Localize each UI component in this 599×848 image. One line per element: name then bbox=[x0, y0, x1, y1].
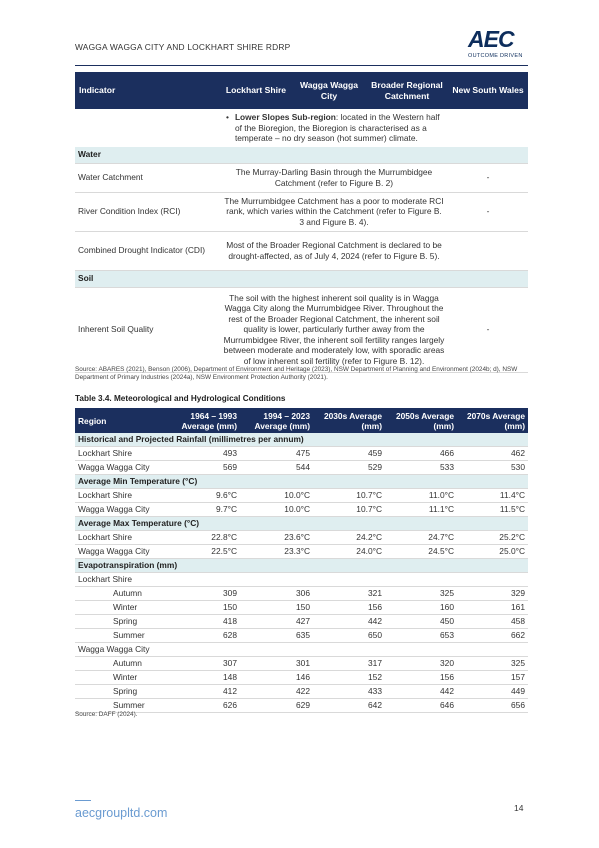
region-cell: Lockhart Shire bbox=[75, 531, 167, 545]
table-row bbox=[75, 109, 528, 147]
section-row-soil bbox=[75, 270, 528, 287]
value-cell: 422 bbox=[240, 685, 313, 699]
value-cell: 412 bbox=[167, 685, 240, 699]
region-cell: Lockhart Shire bbox=[75, 573, 528, 587]
value-cell: 24.0°C bbox=[313, 545, 385, 559]
value-cell: The Murray-Darling Basin through the Murrumbidgee Catchment (refer to Figure B. 2) bbox=[220, 163, 448, 192]
nsw-cell: - bbox=[448, 192, 528, 231]
value-cell: 23.6°C bbox=[240, 531, 313, 545]
season-cell: Spring bbox=[75, 615, 167, 629]
page-number: 14 bbox=[514, 803, 524, 813]
col-header-2070s: 2070s Average (mm) bbox=[457, 408, 528, 433]
value-cell: The Murrumbidgee Catchment has a poor to moderate RCI rank, which varies within the Catchment (refer to Figure B. 3 and Figure B. 4). bbox=[220, 192, 448, 231]
value-cell: 150 bbox=[167, 601, 240, 615]
value-cell: 629 bbox=[240, 699, 313, 713]
indicator-cell: Inherent Soil Quality bbox=[75, 287, 220, 372]
value-cell: 662 bbox=[457, 629, 528, 643]
value-cell: 458 bbox=[457, 615, 528, 629]
nsw-cell: - bbox=[448, 287, 528, 372]
value-cell: 9.6°C bbox=[167, 489, 240, 503]
value-cell: 22.8°C bbox=[167, 531, 240, 545]
season-cell: Autumn bbox=[75, 657, 167, 671]
table2-source-note: Source: DAFF (2024). bbox=[75, 711, 138, 718]
section-title: Historical and Projected Rainfall (millimetres per annum) bbox=[75, 433, 528, 447]
logo-mark: AEC bbox=[468, 26, 514, 52]
section-title: Average Max Temperature (°C) bbox=[75, 517, 528, 531]
table-header-row bbox=[75, 408, 528, 433]
section-row-water bbox=[75, 147, 528, 164]
header-divider bbox=[75, 65, 528, 66]
table-row bbox=[75, 671, 528, 685]
section-row-rainfall bbox=[75, 433, 528, 447]
value-cell: 306 bbox=[240, 587, 313, 601]
value-cell: 433 bbox=[313, 685, 385, 699]
col-header-1994-2023: 1994 – 2023 Average (mm) bbox=[240, 408, 313, 433]
value-cell: 642 bbox=[313, 699, 385, 713]
value-cell: 533 bbox=[385, 461, 457, 475]
value-cell: Most of the Broader Regional Catchment is declared to be drought-affected, as of July 4, 2024 (refer to Figure B. 5). bbox=[220, 231, 448, 270]
bullet-icon: • bbox=[226, 112, 229, 122]
value-cell: 9.7°C bbox=[167, 503, 240, 517]
indicator-cell: Water Catchment bbox=[75, 163, 220, 192]
table-row bbox=[75, 643, 528, 657]
value-cell: 418 bbox=[167, 615, 240, 629]
value-cell: 309 bbox=[167, 587, 240, 601]
bullet-lead: Lower Slopes Sub-region bbox=[234, 112, 336, 122]
value-cell: The soil with the highest inherent soil quality is in Wagga Wagga City along the Murrumbidgee River. Throughout the rest of the Broader Regional Catchment, the inherent soil quality is lower, particularly further away from the Murrumbidgee River, the inherent soil fertility ranges largely between moderate and moderately low, with sporadic areas of low inherent soil fertility (refer to Figure B. 12). bbox=[220, 287, 448, 372]
value-cell: 320 bbox=[385, 657, 457, 671]
value-cell: 427 bbox=[240, 615, 313, 629]
season-cell: Autumn bbox=[75, 587, 167, 601]
value-cell: 10.0°C bbox=[240, 503, 313, 517]
season-cell: Winter bbox=[75, 601, 167, 615]
value-cell: 646 bbox=[385, 699, 457, 713]
table-row bbox=[75, 699, 528, 713]
section-row-min-temp bbox=[75, 475, 528, 489]
section-title: Water bbox=[75, 147, 528, 164]
nsw-cell bbox=[448, 231, 528, 270]
season-cell: Summer bbox=[75, 629, 167, 643]
nsw-cell: - bbox=[448, 163, 528, 192]
value-cell: 628 bbox=[167, 629, 240, 643]
table-row bbox=[75, 601, 528, 615]
col-header-2030s: 2030s Average (mm) bbox=[313, 408, 385, 433]
value-cell: 10.7°C bbox=[313, 489, 385, 503]
indicator-cell: Combined Drought Indicator (CDI) bbox=[75, 231, 220, 270]
value-cell: 156 bbox=[385, 671, 457, 685]
value-cell: 529 bbox=[313, 461, 385, 475]
value-cell: 530 bbox=[457, 461, 528, 475]
value-cell: 449 bbox=[457, 685, 528, 699]
table-row bbox=[75, 231, 528, 270]
table-row bbox=[75, 531, 528, 545]
value-cell: 25.2°C bbox=[457, 531, 528, 545]
table2-caption: Table 3.4. Meteorological and Hydrological Conditions bbox=[75, 394, 286, 403]
value-cell: 23.3°C bbox=[240, 545, 313, 559]
value-cell: 156 bbox=[313, 601, 385, 615]
bullet-text: : located in the Western half of the Bioregion, the Bioregion is characterised as a temperate – no dry season (hot summer) climate. bbox=[234, 112, 440, 143]
value-cell: 544 bbox=[240, 461, 313, 475]
col-header-1964-1993: 1964 – 1993 Average (mm) bbox=[167, 408, 240, 433]
value-cell: 11.5°C bbox=[457, 503, 528, 517]
region-cell: Lockhart Shire bbox=[75, 447, 167, 461]
section-title: Evapotranspiration (mm) bbox=[75, 559, 528, 573]
value-cell: 462 bbox=[457, 447, 528, 461]
value-cell: 24.7°C bbox=[385, 531, 457, 545]
value-cell: 475 bbox=[240, 447, 313, 461]
bioregion-bullet-cell bbox=[220, 109, 448, 147]
value-cell: 160 bbox=[385, 601, 457, 615]
section-title: Soil bbox=[75, 270, 528, 287]
table-row bbox=[75, 287, 528, 372]
table-row bbox=[75, 573, 528, 587]
table-row bbox=[75, 192, 528, 231]
section-title: Average Min Temperature (°C) bbox=[75, 475, 528, 489]
region-cell: Wagga Wagga City bbox=[75, 503, 167, 517]
value-cell: 466 bbox=[385, 447, 457, 461]
col-header-wagga: Wagga Wagga City bbox=[292, 72, 366, 109]
value-cell: 11.1°C bbox=[385, 503, 457, 517]
value-cell: 11.0°C bbox=[385, 489, 457, 503]
value-cell: 150 bbox=[240, 601, 313, 615]
table-row bbox=[75, 163, 528, 192]
value-cell: 10.0°C bbox=[240, 489, 313, 503]
value-cell: 25.0°C bbox=[457, 545, 528, 559]
footer-accent-line bbox=[75, 800, 91, 801]
document-header-title: WAGGA WAGGA CITY AND LOCKHART SHIRE RDRP bbox=[75, 42, 291, 52]
value-cell: 24.5°C bbox=[385, 545, 457, 559]
table-row bbox=[75, 489, 528, 503]
table-row bbox=[75, 545, 528, 559]
value-cell: 317 bbox=[313, 657, 385, 671]
table-row bbox=[75, 657, 528, 671]
table-row bbox=[75, 503, 528, 517]
col-header-indicator: Indicator bbox=[75, 72, 220, 109]
table-row bbox=[75, 587, 528, 601]
value-cell: 450 bbox=[385, 615, 457, 629]
indicator-cell: River Condition Index (RCI) bbox=[75, 192, 220, 231]
table-row bbox=[75, 447, 528, 461]
section-row-evapotranspiration bbox=[75, 559, 528, 573]
value-cell: 301 bbox=[240, 657, 313, 671]
footer-website-link[interactable]: aecgroupltd.com bbox=[75, 806, 168, 820]
value-cell: 653 bbox=[385, 629, 457, 643]
season-cell: Spring bbox=[75, 685, 167, 699]
value-cell: 626 bbox=[167, 699, 240, 713]
value-cell: 493 bbox=[167, 447, 240, 461]
value-cell: 10.7°C bbox=[313, 503, 385, 517]
logo-tagline: OUTCOME DRIVEN bbox=[468, 53, 523, 59]
environment-indicators-table bbox=[75, 72, 528, 373]
value-cell: 656 bbox=[457, 699, 528, 713]
value-cell: 146 bbox=[240, 671, 313, 685]
table-row bbox=[75, 615, 528, 629]
table-row bbox=[75, 629, 528, 643]
value-cell: 325 bbox=[385, 587, 457, 601]
value-cell: 459 bbox=[313, 447, 385, 461]
value-cell: 321 bbox=[313, 587, 385, 601]
value-cell: 442 bbox=[385, 685, 457, 699]
meteorological-table bbox=[75, 408, 528, 713]
col-header-catchment: Broader Regional Catchment bbox=[366, 72, 448, 109]
value-cell: 148 bbox=[167, 671, 240, 685]
value-cell: 569 bbox=[167, 461, 240, 475]
region-cell: Wagga Wagga City bbox=[75, 643, 528, 657]
region-cell: Wagga Wagga City bbox=[75, 545, 167, 559]
region-cell: Lockhart Shire bbox=[75, 489, 167, 503]
value-cell: 307 bbox=[167, 657, 240, 671]
region-cell: Wagga Wagga City bbox=[75, 461, 167, 475]
value-cell: 152 bbox=[313, 671, 385, 685]
value-cell: 650 bbox=[313, 629, 385, 643]
col-header-lockhart: Lockhart Shire bbox=[220, 72, 292, 109]
season-cell: Summer bbox=[75, 699, 167, 713]
value-cell: 442 bbox=[313, 615, 385, 629]
value-cell: 157 bbox=[457, 671, 528, 685]
table-header-row bbox=[75, 72, 528, 109]
table1-source-note: Source: ABARES (2021), Benson (2006), Department of Environment and Heritage (2023), NSW Department of Planning and Environment (2024b; d), NSW Department of Primary Industries (2024a), NSW Environment Protection Authority (2021). bbox=[75, 366, 518, 381]
value-cell: 325 bbox=[457, 657, 528, 671]
season-cell: Winter bbox=[75, 671, 167, 685]
aec-logo bbox=[468, 28, 530, 59]
value-cell: 11.4°C bbox=[457, 489, 528, 503]
section-row-max-temp bbox=[75, 517, 528, 531]
value-cell: 635 bbox=[240, 629, 313, 643]
value-cell: 22.5°C bbox=[167, 545, 240, 559]
value-cell: 24.2°C bbox=[313, 531, 385, 545]
col-header-nsw: New South Wales bbox=[448, 72, 528, 109]
col-header-2050s: 2050s Average (mm) bbox=[385, 408, 457, 433]
value-cell: 161 bbox=[457, 601, 528, 615]
table-row bbox=[75, 461, 528, 475]
table-row bbox=[75, 685, 528, 699]
value-cell: 329 bbox=[457, 587, 528, 601]
col-header-region: Region bbox=[75, 408, 167, 433]
